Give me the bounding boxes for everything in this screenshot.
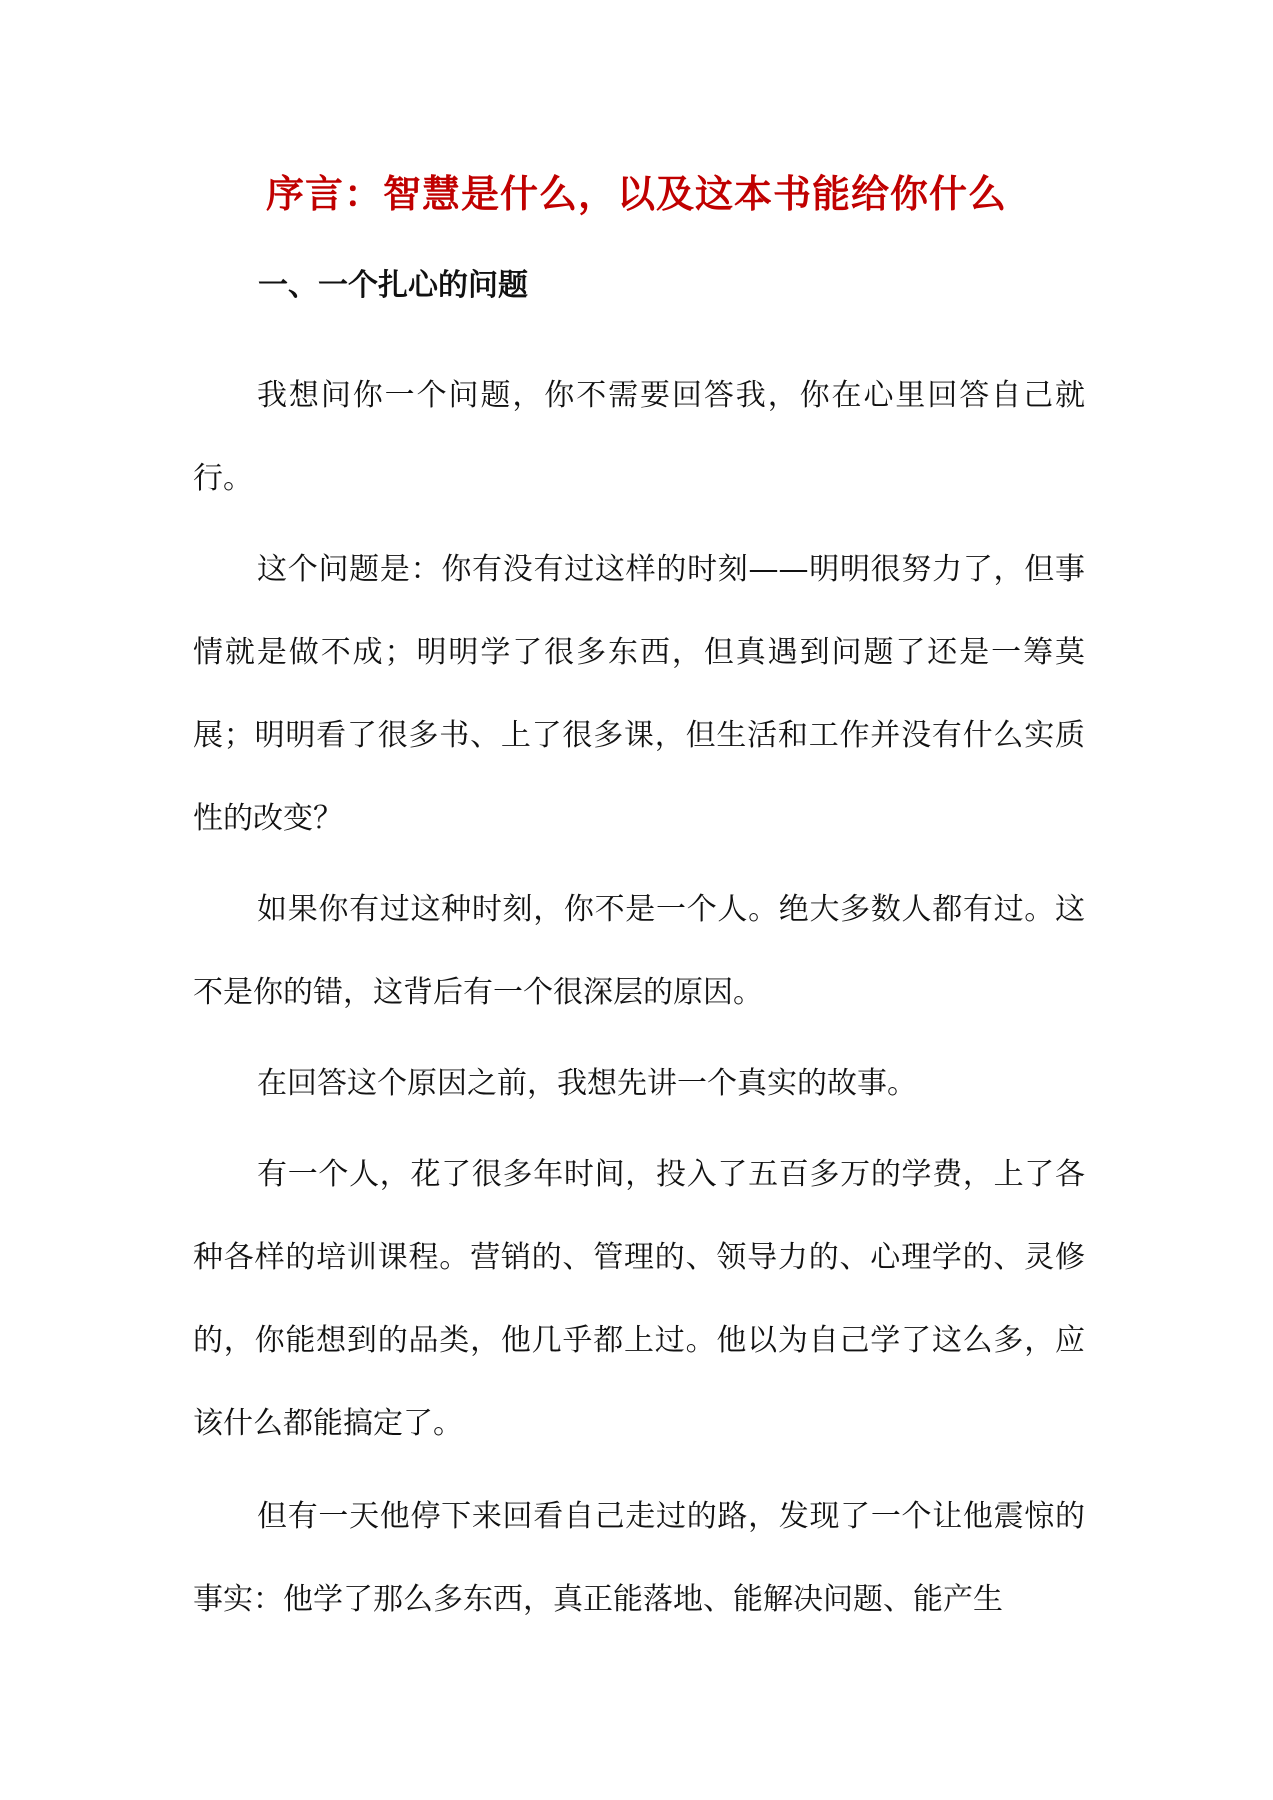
paragraph-1: 我想问你一个问题，你不需要回答我，你在心里回答自己就行。: [193, 378, 1085, 496]
preface-title: 序言：智慧是什么，以及这本书能给你什么: [265, 171, 1007, 216]
paragraph-6: 但有一天他停下来回看自己走过的路，发现了一个让他震惊的事实：他学了那么多东西，真正能落地、能解决问题、能产生: [193, 1499, 1085, 1617]
paragraph-3: 如果你有过这种时刻，你不是一个人。绝大多数人都有过。这不是你的错，这背后有一个很深层的原因。: [193, 892, 1085, 1010]
body-text: [193, 354, 1085, 1641]
paragraph-5: 有一个人，花了很多年时间，投入了五百多万的学费，上了各种各样的培训课程。营销的、管理的、领导力的、心理学的、灵修的，你能想到的品类，他几乎都上过。他以为自己学了这么多，应该什么都能搞定了。: [193, 1157, 1085, 1441]
section-heading: 一、一个扎心的问题: [258, 268, 528, 303]
paragraph-2: 这个问题是：你有没有过这样的时刻——明明很努力了，但事情就是做不成；明明学了很多东西，但真遇到问题了还是一筹莫展；明明看了很多书、上了很多课，但生活和工作并没有什么实质性的改变？: [193, 552, 1085, 836]
paragraph-4: 在回答这个原因之前，我想先讲一个真实的故事。: [257, 1066, 917, 1101]
